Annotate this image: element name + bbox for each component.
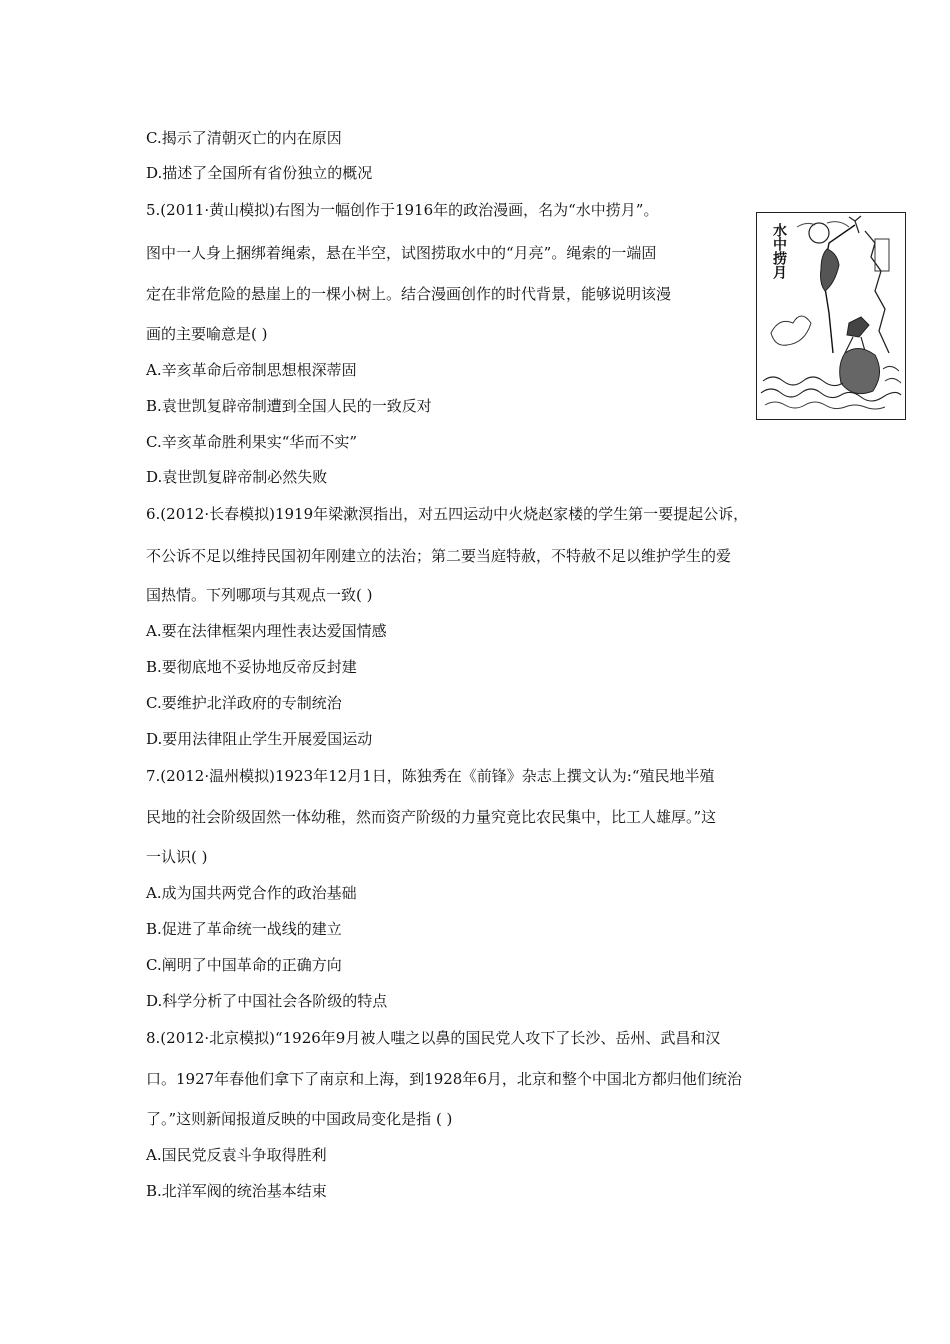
q8-option-b: B.北洋军阀的统治基本结束 [146, 1182, 327, 1200]
cartoon-figure [756, 212, 906, 420]
q6-stem-line-1: 6.(2012·长春模拟)1919年梁漱溟指出，对五四运动中火烧赵家楼的学生第一要提起公诉， [146, 505, 749, 523]
q8-option-a: A.国民党反袁斗争取得胜利 [146, 1146, 327, 1164]
q7-option-c: C.阐明了中国革命的正确方向 [146, 956, 342, 974]
q7-option-b: B.促进了革命统一战线的建立 [146, 920, 342, 938]
q7-option-d: D.科学分析了中国社会各阶级的特点 [146, 992, 388, 1010]
q7-stem-line-1: 7.(2012·温州模拟)1923年12月1日，陈独秀在《前锋》杂志上撰文认为:“殖民地半殖 [146, 767, 715, 785]
q7-stem-line-2: 民地的社会阶级固然一体幼稚，然而资产阶级的力量究竟比农民集中，比工人雄厚。”这 [146, 808, 717, 826]
q7-stem-line-3: 一认识( ) [146, 848, 208, 866]
q6-stem-line-3: 国热情。下列哪项与其观点一致( ) [146, 586, 373, 604]
q5-option-d: D.袁世凯复辟帝制必然失败 [146, 468, 328, 486]
q6-option-a: A.要在法律框架内理性表达爱国情感 [146, 622, 387, 640]
q8-stem-line-2: 口。1927年春他们拿下了南京和上海，到1928年6月，北京和整个中国北方都归他们统治 [146, 1070, 742, 1088]
q6-stem-line-2: 不公诉不足以维持民国初年刚建立的法治；第二要当庭特赦，不特赦不足以维护学生的爱 [146, 547, 732, 565]
q5-option-c: C.辛亥革命胜利果实“华而不实” [146, 433, 358, 451]
q6-option-b: B.要彻底地不妥协地反帝反封建 [146, 658, 357, 676]
cartoon-drawing [757, 213, 904, 418]
q4-option-c: C.揭示了清朝灭亡的内在原因 [146, 129, 342, 147]
cartoon-title: 水中捞月 [771, 223, 787, 279]
q6-option-c: C.要维护北洋政府的专制统治 [146, 694, 342, 712]
q6-option-d: D.要用法律阻止学生开展爱国运动 [146, 730, 373, 748]
q5-stem-line-3: 定在非常危险的悬崖上的一棵小树上。结合漫画创作的时代背景，能够说明该漫 [146, 285, 672, 303]
q7-option-a: A.成为国共两党合作的政治基础 [146, 884, 357, 902]
q5-stem-line-1: 5.(2011·黄山模拟)右图为一幅创作于1916年的政治漫画，名为“水中捞月”。 [146, 201, 659, 219]
q4-option-d: D.描述了全国所有省份独立的概况 [146, 164, 373, 182]
q8-stem-line-3: 了。”这则新闻报道反映的中国政局变化是指 ( ) [146, 1110, 453, 1128]
q5-stem-line-2: 图中一人身上捆绑着绳索，悬在半空，试图捞取水中的“月亮”。绳索的一端固 [146, 244, 657, 262]
q5-stem-line-4: 画的主要喻意是( ) [146, 325, 268, 343]
q5-option-a: A.辛亥革命后帝制思想根深蒂固 [146, 361, 357, 379]
q5-option-b: B.袁世凯复辟帝制遭到全国人民的一致反对 [146, 397, 432, 415]
q8-stem-line-1: 8.(2012·北京模拟)“1926年9月被人嗤之以鼻的国民党人攻下了长沙、岳州、武昌和汉 [146, 1029, 721, 1047]
